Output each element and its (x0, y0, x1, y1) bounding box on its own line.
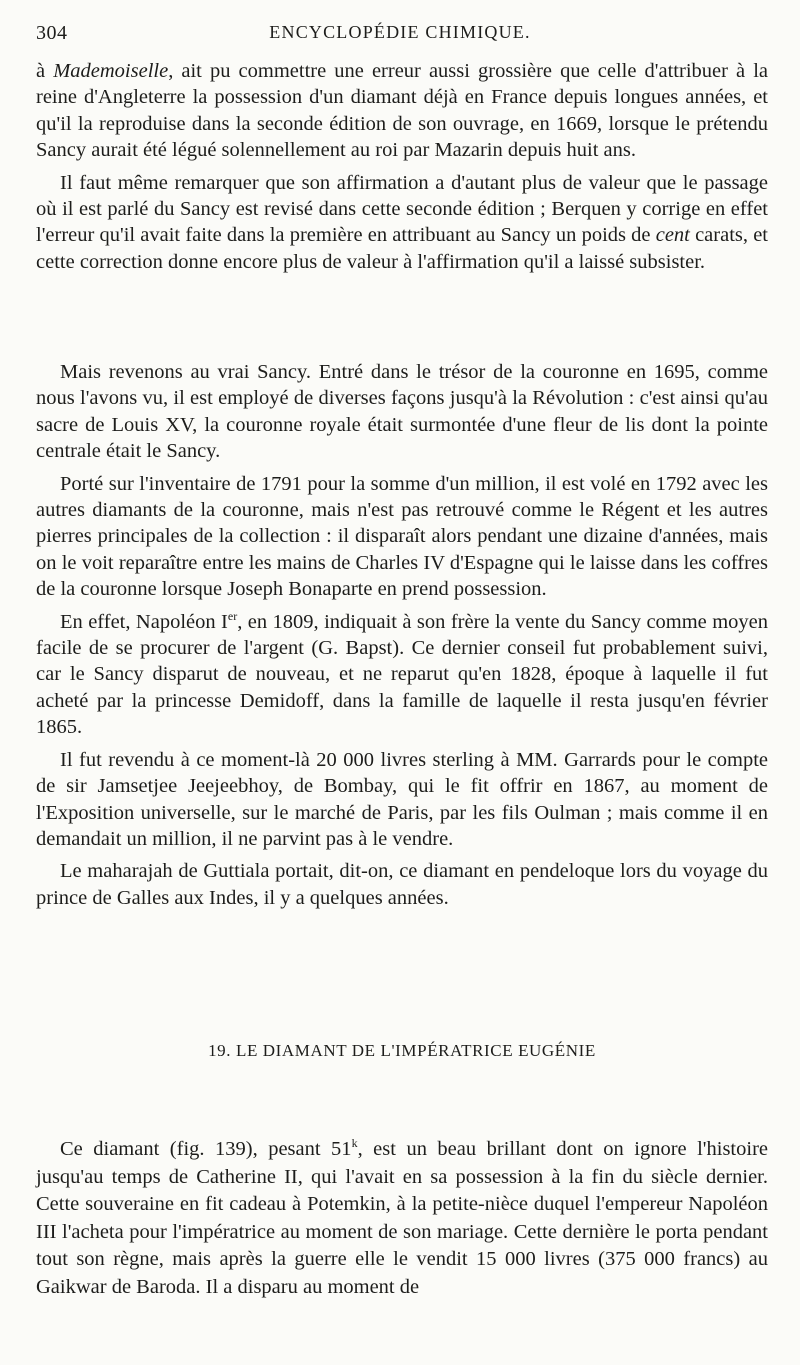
section-heading: 19. LE DIAMANT DE L'IMPÉRATRICE EUGÉNIE (208, 1041, 596, 1060)
italic-mademoiselle: Mademoiselle (53, 60, 169, 82)
italic-cent: cent (655, 224, 690, 247)
body-text-bottom (36, 1136, 768, 1308)
paragraph-2: Il faut même remarquer que son affirmation a d'autant plus de valeur que le passage où il est parlé du Sancy est revisé dans cette seconde édition ; Berquen y corrige en effet l'erreur qu'il avait faite dans la première en attribuant au Sancy un poids de cent carats, et cette correction donne encore plus de valeur à l'affirmation qu'il a laissé subsister. (36, 171, 768, 273)
body-text-top (36, 58, 768, 281)
paragraph-4: Porté sur l'inventaire de 1791 pour la somme d'un million, il est volé en 1792 avec les autres diamants de la couronne, mais n'est pas retrouvé comme le Régent et les autres pierres principales de la collection : il disparaît alors pendant une dizaine d'années, mais on le voit reparaître entre les mains de Charles IV d'Espagne qui le laisse dans les coffres de la couronne lorsque Joseph Bonaparte en prend possession. (36, 472, 768, 601)
page-number: 304 (36, 22, 68, 44)
running-title: ENCYCLOPÉDIE CHIMIQUE. (269, 22, 531, 42)
page-header (36, 22, 764, 52)
paragraph-3: Mais revenons au vrai Sancy. Entré dans le trésor de la couronne en 1695, comme nous l'avons vu, il est employé de diverses façons jusqu'à la Révolution : c'est ainsi qu'au sacre de Louis XV, la couronne royale était surmontée d'une fleur de lis dont la pointe centrale était le Sancy. (36, 361, 768, 463)
paragraph-5: En effet, Napoléon Ier, en 1809, indiquait à son frère la vente du Sancy comme moyen facile de se procurer de l'argent (G. Bapst). Ce dernier conseil fut probablement suivi, car le Sancy disparut de nouveau, et ne reparut qu'en 1828, époque à laquelle il fut acheté par la princesse Demidoff, dans la famille de laquelle il resta jusqu'en février 1865. (36, 608, 768, 739)
paragraph-7: Le maharajah de Guttiala portait, dit-on, ce diamant en pendeloque lors du voyage du prince de Galles aux Indes, il y a quelques années. (36, 860, 768, 909)
paragraph-8: Ce diamant (fig. 139), pesant 51$^k$, est un beau brillant dont on ignore l'histoire jusqu'au temps de Catherine II, qui l'avait en sa possession à la fin du siècle dernier. Cette souveraine en fit cadeau à Potemkin, à la petite-nièce duquel l'empereur Napoléon III l'acheta pour l'impératrice au moment de son mariage. Cette dernière le porta pendant tout son règne, mais après la guerre elle le vendit 15 000 livres (375 000 francs) au Gaikwar de Baroda. Il a disparu au moment de (36, 1136, 768, 1298)
paragraph-6: Il fut revendu à ce moment-là 20 000 livres sterling à MM. Garrards pour le compte de sir Jamsetjee Jeejeebhoy, de Bombay, qui le fit offrir en 1867, au moment de l'Exposition universelle, sur le marché de Paris, par les fils Oulman ; mais comme il en demandait un million, il ne parvint pas à le vendre. (36, 748, 768, 850)
body-text-middle (36, 359, 768, 917)
paragraph-1: à Mademoiselle, ait pu commettre une erreur aussi grossière que celle d'attribuer à la reine d'Angleterre la possession d'un diamant déjà en France depuis longues années, et qu'il la reproduise dans la seconde édition de son ouvrage, en 1669, lorsque le prétendu Sancy aurait été légué solennellement au roi par Mazarin depuis huit ans. (36, 60, 768, 162)
